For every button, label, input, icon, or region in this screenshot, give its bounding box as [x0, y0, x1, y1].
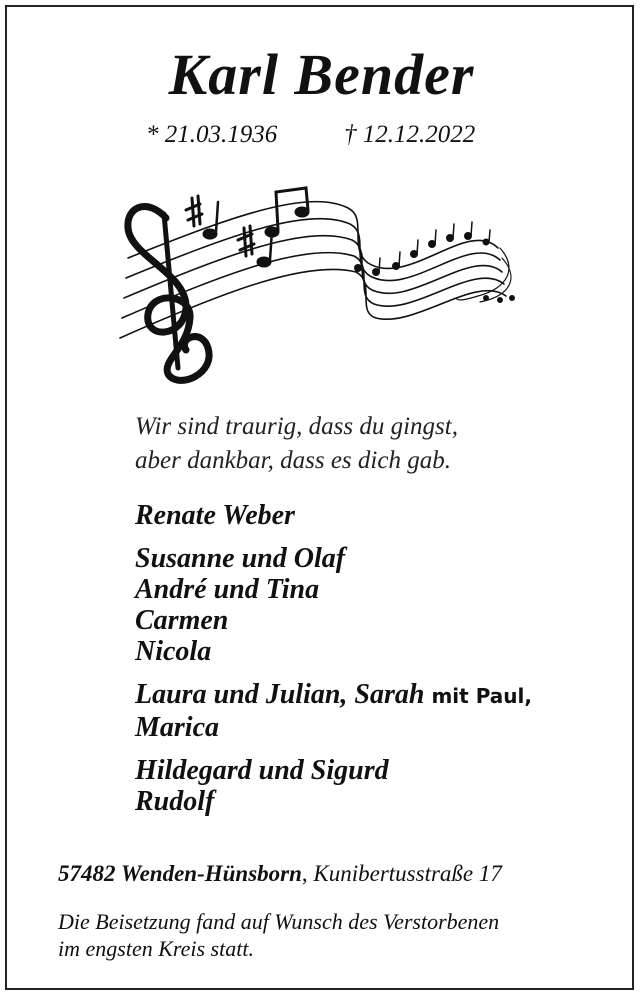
music-notes-clef-icon: [108, 178, 528, 386]
birth-date: * 21.03.1936: [146, 121, 278, 148]
notice-border: [5, 5, 634, 990]
death-date: † 12.12.2022: [344, 121, 476, 148]
note-line: im engsten Kreis statt.: [58, 936, 254, 961]
mourner-name: Susanne und Olaf: [135, 543, 346, 574]
mourner-name: Carmen: [135, 605, 229, 636]
address-city: 57482 Wenden-Hünsborn: [58, 861, 302, 886]
mourner-name: André und Tina: [135, 574, 320, 605]
address-street: Kunibertusstraße 17: [313, 861, 502, 886]
mourner-name: Hildegard und Sigurd: [135, 755, 389, 786]
mourner-name-small: mit Paul,: [431, 684, 532, 708]
quote: [135, 410, 458, 478]
address: [58, 862, 502, 885]
note-line: Die Beisetzung fand auf Wunsch des Verstorbenen: [58, 909, 500, 934]
address-separator: ,: [301, 861, 314, 886]
burial-note: [58, 908, 499, 962]
mourner-name: Nicola: [135, 636, 212, 667]
mourner-name: Laura und Julian, Sarah: [135, 679, 425, 710]
mourner-line: [135, 679, 532, 712]
mourner-group: [135, 755, 532, 817]
mourner-group: [135, 679, 532, 743]
mourner-name: Rudolf: [135, 786, 215, 817]
mourners-list: [135, 500, 532, 829]
mourner-group: [135, 500, 532, 531]
mourner-group: [135, 543, 532, 667]
quote-line: aber dankbar, dass es dich gab.: [135, 447, 451, 474]
quote-line: Wir sind traurig, dass du gingst,: [135, 413, 458, 440]
mourner-name: Renate Weber: [135, 500, 295, 531]
mourner-name: Marica: [135, 712, 219, 743]
deceased-name: Karl Bender: [168, 42, 475, 107]
